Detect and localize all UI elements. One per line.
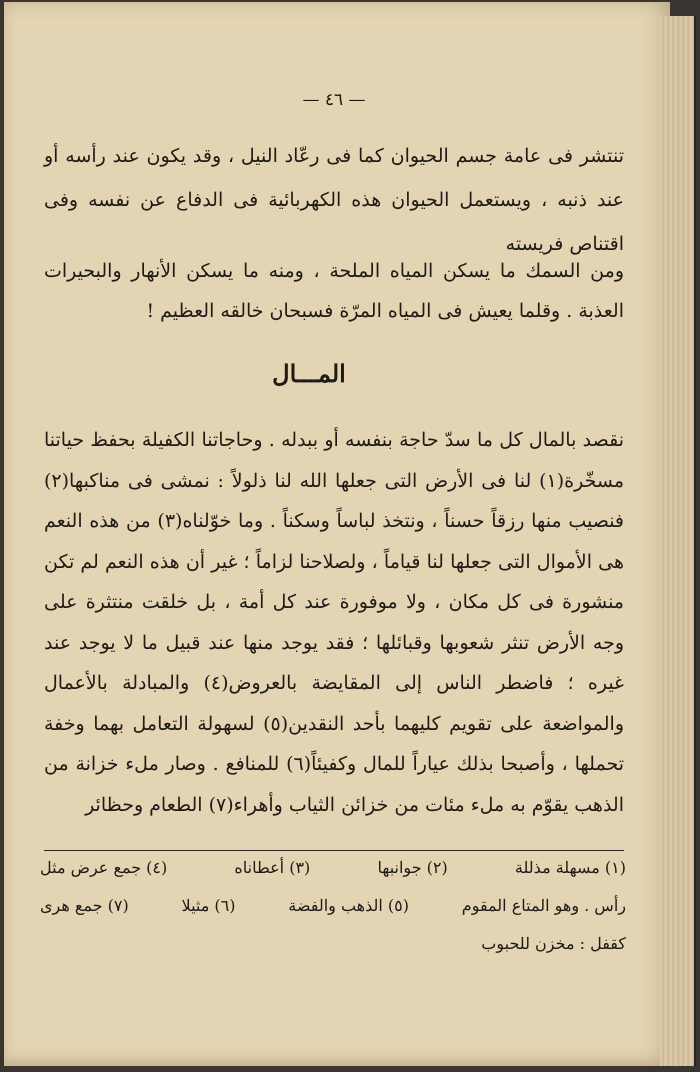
footnote-4-continued: رأس . وهو المتاع المقوم <box>461 896 626 915</box>
footnote-5: (٥) الذهب والفضة <box>288 896 409 915</box>
footnote-2: (٢) جوانبها <box>377 858 448 877</box>
paragraph-electric-animals: تنتشر فى عامة جسم الحيوان كما فى رعّاد النيل ، وقد يكون عند رأسه أو عند ذنبه ، ويستعمل الحيوان هذه الكهربائية فى الدفاع عن نفسه وفى اقتناص فريسته <box>44 145 624 255</box>
page-edges <box>660 16 696 1066</box>
book-page <box>4 2 670 1066</box>
section-title: المـــال <box>272 359 346 388</box>
footnote-1: (١) مسهلة مذللة <box>514 858 626 877</box>
footnotes-line-3 <box>40 934 626 953</box>
footnote-7-continued: كقفل : مخزن للحبوب <box>481 934 626 953</box>
footnote-3: (٣) أعطاناه <box>234 858 311 877</box>
footnotes-line-1 <box>40 858 626 877</box>
page-number: — ٤٦ — <box>302 90 366 110</box>
footnote-divider <box>44 850 624 851</box>
footnotes-line-2 <box>40 896 626 915</box>
footnote-6: (٦) مثيلا <box>181 896 236 915</box>
footnote-7: (٧) جمع هرى <box>40 896 129 915</box>
footnote-4: (٤) جمع عرض مثل <box>40 858 168 877</box>
paragraph-money: نقصد بالمال كل ما سدّ حاجة بنفسه أو ببدله . وحاجاتنا الكفيلة بحفظ حياتنا مسخّرة(١) لنا فى الأرض التى جعلها الله لنا ذلولاً : نمشى فى مناكبها(٢) فنصيب منها رزقاً حسناً ، ونتخذ لباساً وسكناً . وما خوّلناه(٣) من هذه النعم هى الأموال التى جعلها لنا قياماً ، ولصلاحنا لزاماً ؛ غير أن هذه النعم لم تكن منشورة فى كل مكان ، ولا موفورة عند كل أمة ، بل خلقت منتثرة على وجه الأرض تنثر شعوبها وقبائلها ؛ فقد يوجد منها عند قبيل ما لا يوجد عند غيره ؛ فاضطر الناس إلى المقايضة بالعروض(٤) والمبادلة بالأعمال والمواضعة على تقويم كليهما بأحد النقدين(٥) لسهولة التعامل بهما وخفة تحملها ، وأصبحا بذلك عياراً للمال وكفيئاً(٦) للمنافع . وصار ملء خزانة من الذهب يقوّم به ملء مئات من خزائن الثياب وأهراء(٧) الطعام وحظائر <box>44 429 625 816</box>
paragraph-fish-habitat: ومن السمك ما يسكن المياه الملحة ، ومنه ما يسكن الأنهار والبحيرات العذبة . وقلما يعيش فى المياه المرّة فسبحان خالقه العظيم ! <box>44 260 624 322</box>
